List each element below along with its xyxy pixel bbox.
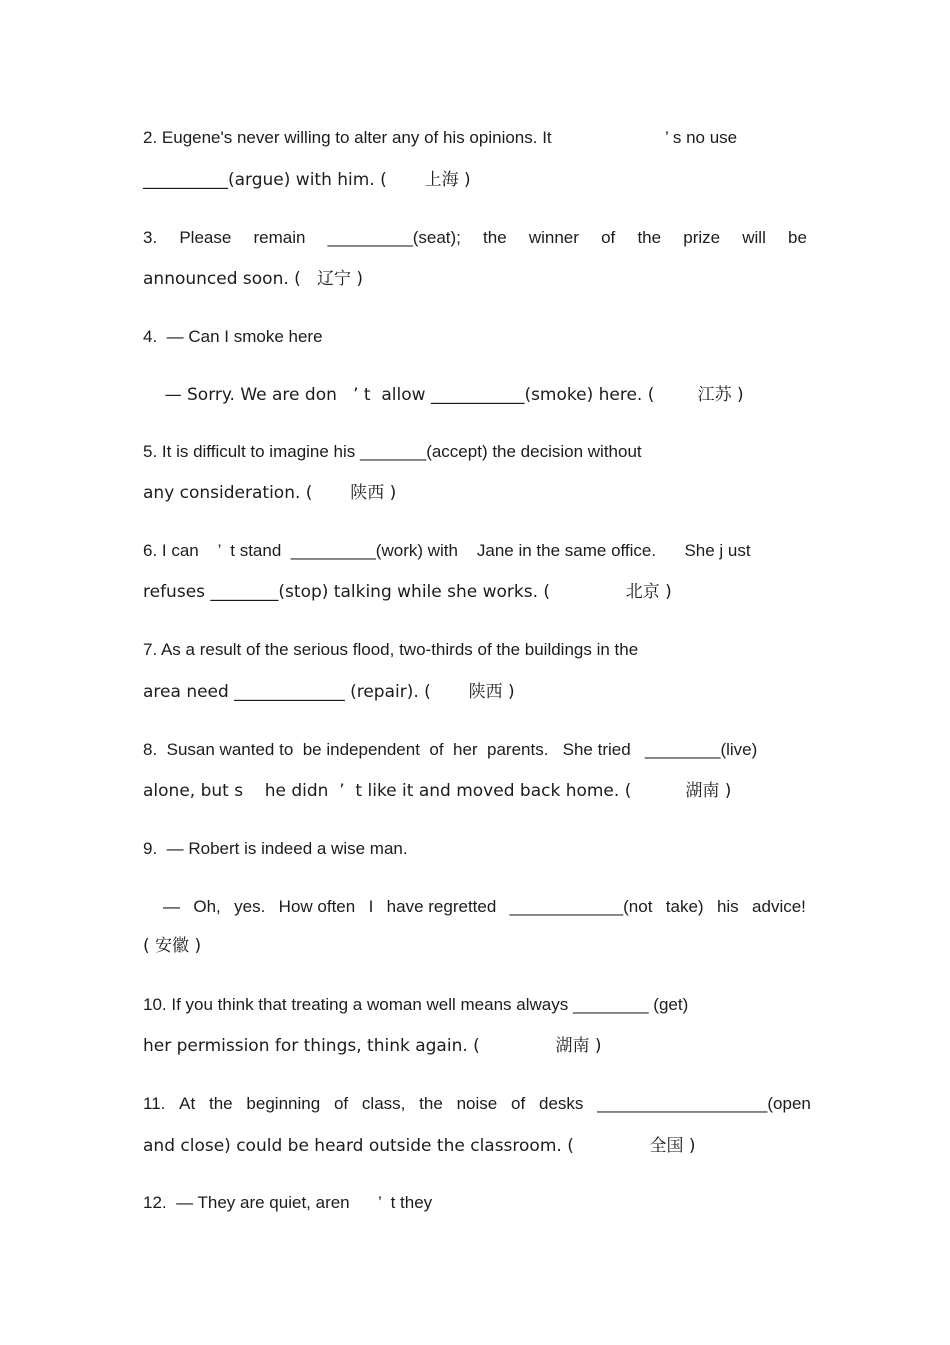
q9-word: How often [278,897,356,916]
q12-line-1: 12. — They are quiet, aren ’ t they [143,1193,433,1212]
q3-word: the [637,228,662,247]
q9-word: have regretted [386,897,497,916]
q8-line-1: 8. Susan wanted to be independent of her parents. She tried ________(live) [143,740,758,759]
q3-word: of [601,228,616,247]
q11-word: the [209,1094,233,1113]
q11-word: of [333,1094,349,1113]
q11-word: At [179,1094,196,1113]
q9-line-3: ( 安徽 ) [143,936,202,956]
q4-line-2: — Sorry. We are don ’ t allow ___________(smoke) here. ( 江苏 ) [143,385,744,405]
q3-word: will [742,228,766,247]
q11-line-2: and close) could be heard outside the classroom. ( 全国 ) [143,1136,696,1156]
q3-word: remain [253,228,306,247]
q9-word: Oh, [193,897,221,916]
q10-line-1: 10. If you think that treating a woman well means always ________ (get) [143,995,689,1014]
q2-line-1: 2. Eugene's never willing to alter any of his opinions. It ’ s no use [143,128,738,147]
q9-word: yes. [234,897,266,916]
q5-line-2: any consideration. ( 陕西 ) [143,483,397,503]
q3-word: prize [683,228,721,247]
q3-line-1 [143,228,807,248]
q8-line-2: alone, but s he didn ’ t like it and moved back home. ( 湖南 ) [143,781,732,801]
q11-word: of [511,1094,526,1113]
q11-word: noise [456,1094,498,1113]
q7-line-1: 7. As a result of the serious flood, two-thirds of the buildings in the [143,640,639,659]
q9-line-2 [163,897,806,917]
q11-word: the [419,1094,443,1113]
q10-line-2: her permission for things, think again. ( 湖南 ) [143,1036,602,1056]
q11-line-1 [143,1094,811,1114]
q9-word: I [368,897,374,916]
q3-word: winner [528,228,579,247]
q3-line-2: announced soon. ( 辽宁 ) [143,269,364,289]
q7-line-2: area need _____________ (repair). ( 陕西 ) [143,682,515,702]
q4-line-1: 4. — Can I smoke here [143,327,323,346]
q9-word: his [716,897,739,916]
q2-line-2: __________(argue) with him. ( 上海 ) [143,170,471,190]
q11-word: desks [538,1094,584,1113]
q3-word: 3. [143,228,158,247]
q11-word: __________________(open [597,1094,811,1113]
q6-line-1: 6. I can ’ t stand _________(work) with Jane in the same office. She j ust [143,541,751,560]
q9-word: advice! [752,897,806,916]
q9-word: — [163,897,180,916]
q9-word: ____________(not [509,897,653,916]
q11-word: 11. [143,1094,166,1113]
q6-line-2: refuses ________(stop) talking while she works. ( 北京 ) [143,582,672,602]
q3-word: be [788,228,807,247]
q9-line-1: 9. — Robert is indeed a wise man. [143,839,408,858]
q11-word: class, [361,1094,406,1113]
q3-word: _________(seat); [327,228,461,247]
q9-word: take) [665,897,704,916]
q3-word: Please [179,228,232,247]
q11-word: beginning [246,1094,321,1113]
q3-word: the [483,228,507,247]
q5-line-1: 5. It is difficult to imagine his _______(accept) the decision without [143,442,642,461]
